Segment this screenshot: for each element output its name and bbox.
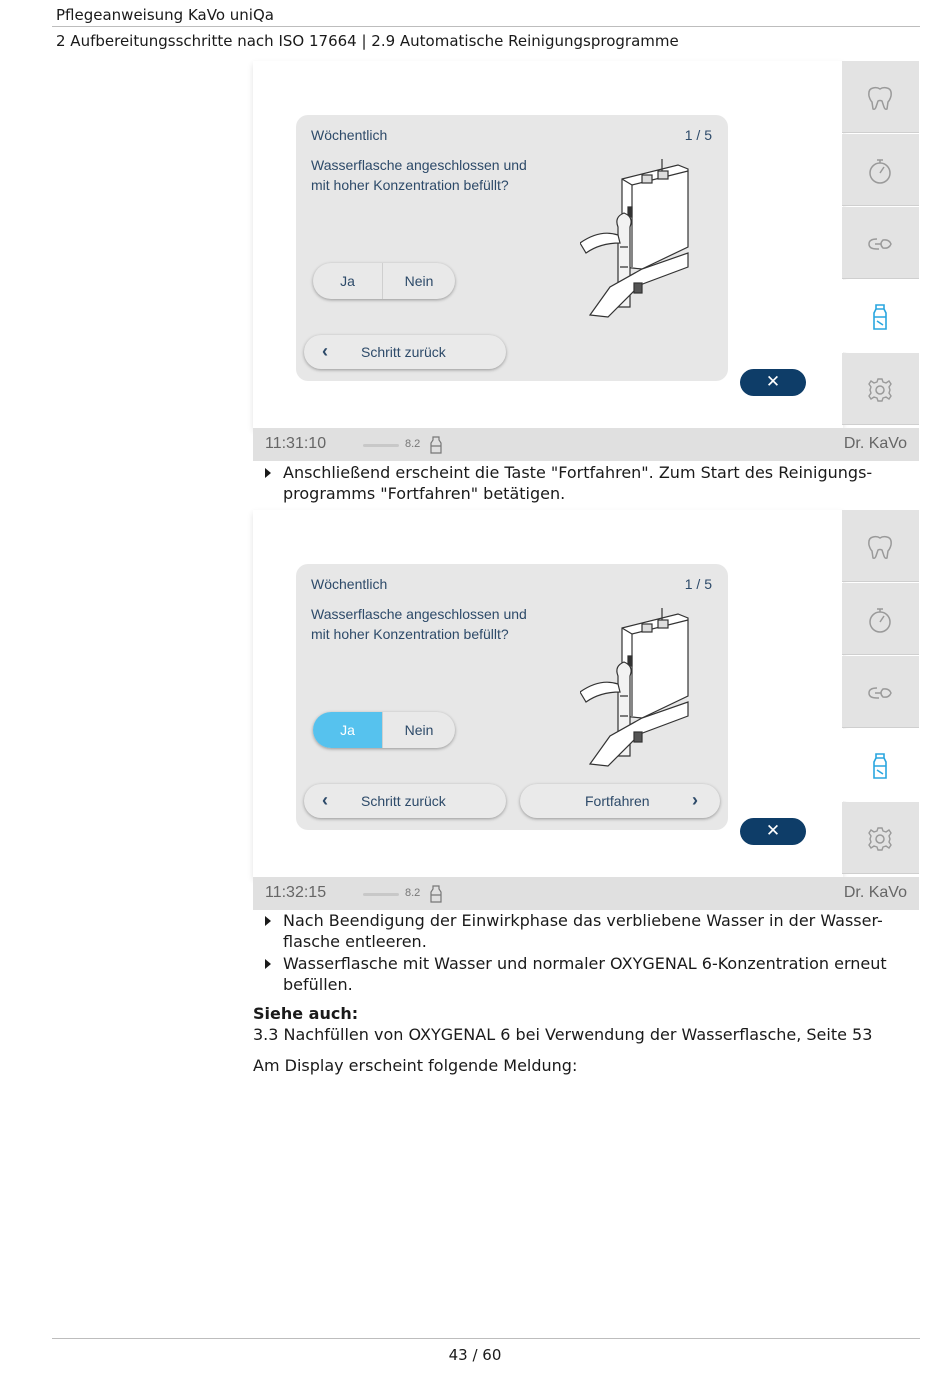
dialog bbox=[296, 115, 728, 381]
close-button[interactable]: ✕ bbox=[740, 818, 806, 845]
status-bar bbox=[253, 428, 919, 461]
water-bottle-illustration bbox=[580, 157, 694, 319]
stopwatch-icon bbox=[867, 607, 893, 633]
water-bottle-illustration bbox=[580, 606, 694, 768]
page-number: 43 / 60 bbox=[448, 1346, 502, 1364]
see-also-heading: Siehe auch: bbox=[253, 1004, 359, 1023]
back-button[interactable] bbox=[304, 335, 506, 369]
dialog-title: Wöchentlich bbox=[311, 127, 388, 143]
screen-area bbox=[253, 510, 843, 877]
see-also-link[interactable]: 3.3 Nachfüllen von OXYGENAL 6 bei Verwendung der Wasserflasche, Seite 53 bbox=[253, 1025, 873, 1044]
header-divider bbox=[52, 26, 920, 27]
no-button[interactable]: Nein bbox=[404, 722, 434, 738]
sidebar-item-cleaning[interactable] bbox=[842, 280, 919, 352]
sidebar-item-treatment[interactable] bbox=[842, 61, 919, 133]
sidebar-item-settings[interactable] bbox=[842, 802, 919, 874]
dialog-title: Wöchentlich bbox=[311, 576, 388, 592]
tooth-icon bbox=[867, 534, 893, 560]
back-button-label: Schritt zurück bbox=[361, 793, 446, 809]
dialog-question: Wasserflasche angeschlossen und mit hoher Konzentration befüllt? bbox=[311, 157, 527, 193]
bullet-text: Nach Beendigung der Einwirkphase das verbliebene Wasser in der Wasser-flasche entleeren. bbox=[283, 911, 883, 951]
dialog-question: Wasserflasche angeschlossen und mit hoher Konzentration befüllt? bbox=[311, 606, 527, 642]
clock: 11:32:15 bbox=[265, 884, 327, 901]
bullet-text: Wasserflasche mit Wasser und normaler OXYGENAL 6-Konzentration erneut befüllen. bbox=[283, 954, 887, 994]
back-button-label: Schritt zurück bbox=[361, 344, 446, 360]
version-label: 8.2 bbox=[405, 438, 421, 450]
stopwatch-icon bbox=[867, 158, 893, 184]
status-bar bbox=[253, 877, 919, 910]
bottle-icon bbox=[867, 304, 893, 330]
close-button[interactable]: ✕ bbox=[740, 369, 806, 396]
sidebar-item-timer[interactable] bbox=[842, 583, 919, 655]
bottle-icon bbox=[867, 753, 893, 779]
sidebar-item-timer[interactable] bbox=[842, 134, 919, 206]
chevron-left-icon: ‹ bbox=[322, 790, 328, 810]
chevron-right-icon: › bbox=[692, 790, 698, 810]
sidebar-item-cleaning[interactable] bbox=[842, 729, 919, 801]
bullet-marker bbox=[265, 916, 271, 926]
sidebar-item-hygiene[interactable] bbox=[842, 656, 919, 728]
continue-button[interactable] bbox=[520, 784, 720, 818]
user-name: Dr. KaVo bbox=[843, 884, 907, 901]
no-button[interactable]: Nein bbox=[404, 273, 434, 289]
sidebar bbox=[842, 61, 919, 428]
bullet-text: Anschließend erscheint die Taste "Fortfahren". Zum Start des Reinigungs-programms "Fortfahren" betätigen. bbox=[283, 463, 873, 503]
hygiene-link-icon bbox=[867, 231, 893, 257]
bullet-marker bbox=[265, 959, 271, 969]
sidebar-item-hygiene[interactable] bbox=[842, 207, 919, 279]
continue-button-label: Fortfahren bbox=[585, 793, 650, 809]
display-message-text: Am Display erscheint folgende Meldung: bbox=[253, 1056, 578, 1075]
hygiene-link-icon bbox=[867, 680, 893, 706]
clock: 11:31:10 bbox=[265, 435, 327, 452]
chevron-left-icon: ‹ bbox=[322, 341, 328, 361]
step-indicator: 1 / 5 bbox=[684, 127, 712, 143]
screenshot-2 bbox=[253, 510, 919, 910]
screen-area bbox=[253, 61, 843, 428]
footer-divider bbox=[52, 1338, 920, 1339]
sidebar-item-treatment[interactable] bbox=[842, 510, 919, 582]
yes-no-toggle bbox=[313, 263, 455, 299]
yes-button[interactable]: Ja bbox=[313, 263, 383, 299]
screenshot-1 bbox=[253, 61, 919, 461]
running-header-title: Pflegeanweisung KaVo uniQa bbox=[56, 6, 274, 24]
bottle-status-icon bbox=[430, 885, 442, 903]
bullet-marker bbox=[265, 468, 271, 478]
tooth-icon bbox=[867, 85, 893, 111]
gear-icon bbox=[867, 826, 893, 852]
running-header-section: 2 Aufbereitungsschritte nach ISO 17664 | 2.9 Automatische Reinigungsprogramme bbox=[56, 32, 679, 50]
status-divider bbox=[363, 893, 399, 896]
gear-icon bbox=[867, 377, 893, 403]
sidebar-item-settings[interactable] bbox=[842, 353, 919, 425]
yes-no-toggle bbox=[313, 712, 455, 748]
step-indicator: 1 / 5 bbox=[684, 576, 712, 592]
dialog bbox=[296, 564, 728, 830]
sidebar bbox=[842, 510, 919, 877]
bottle-status-icon bbox=[430, 436, 442, 454]
version-label: 8.2 bbox=[405, 887, 421, 899]
yes-button[interactable]: Ja bbox=[313, 712, 383, 748]
back-button[interactable] bbox=[304, 784, 506, 818]
status-divider bbox=[363, 444, 399, 447]
user-name: Dr. KaVo bbox=[843, 435, 907, 452]
